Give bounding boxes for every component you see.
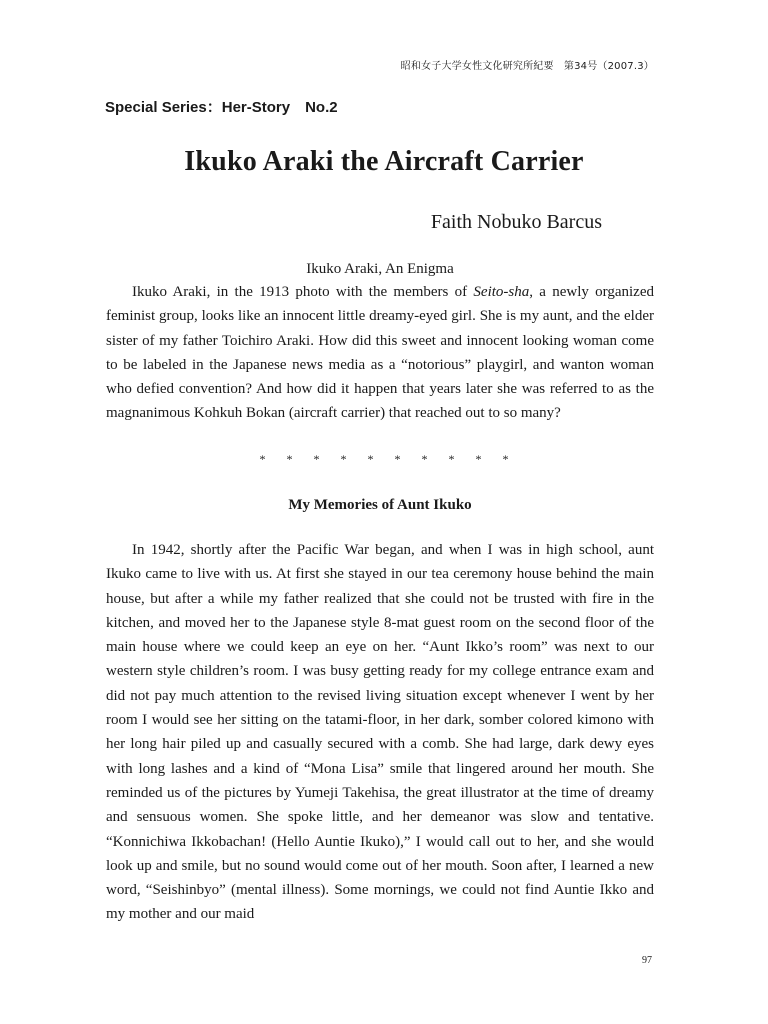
- article-title: Ikuko Araki the Aircraft Carrier: [184, 146, 584, 177]
- section-memories: [106, 497, 654, 927]
- page-number: 97: [642, 955, 652, 966]
- section-heading-memories: My Memories of Aunt Ikuko: [288, 497, 472, 513]
- paragraph-enigma-emphasis: Seito-sha: [473, 284, 530, 300]
- paragraph-memories: In 1942, shortly after the Pacific War began, and when I was in high school, aunt Ikuko came to live with us. At first she stayed in our tea ceremony house behind the main house, but after a while my father realized that she could not be trusted with fire in the kitchen, and moved her to the Japanese style 8-mat guest room on the second floor of the main house where we could keep an eye on her. “Aunt Ikko’s room” was next to our western style children’s room. I was busy getting ready for my college entrance exam and did not pay much attention to the revised living situation except whenever I went by her room I would see her sitting on the tatami-floor, in her dark, somber colored kimono with her long hair piled up and casually secured with a comb. She had large, dark dewy eyes with long lashes and a kind of “Mona Lisa” smile that lingered around her mouth. She reminded us of the pictures by Yumeji Takehisa, the great illustrator at the time of dreamy and sensuous women. She spoke little, and her demeanor was slow and tentative. “Konnichiwa Ikkobachan! (Hello Auntie Ikuko),” I would call out to her, and she would look up and smile, but no sound would come out of her mouth. Soon after, I learned a new word, “Seishinbyo” (mental illness). Some mornings, we could not find Auntie Ikko and my mother and our maid: [106, 542, 654, 923]
- asterisk-separator: * * * * * * * * * *: [259, 452, 509, 466]
- journal-header: 昭和女子大学女性文化研究所紀要 第34号（2007.3）: [400, 61, 654, 72]
- paragraph-enigma-part1: Ikuko Araki, in the 1913 photo with the members of: [132, 284, 474, 300]
- paragraph-enigma: [106, 280, 654, 426]
- series-label: Special Series：Her-Story No.2: [105, 99, 338, 116]
- paragraph-enigma-part2: , a newly organized feminist group, looks like an innocent little dreamy-eyed girl. She is my aunt, and the elder sister of my father Toichiro Araki. How did this sweet and innocent looking woman come to be labeled in the Japanese news media as a “notorious” playgirl, and wanton woman who defied convention? And how did it happen that years later she was referred to as the magnanimous Kohkuh Bokan (aircraft carrier) that reached out to so many?: [106, 284, 654, 422]
- section-heading-enigma: Ikuko Araki, An Enigma: [306, 261, 454, 277]
- section-enigma: [106, 261, 654, 426]
- author-name: Faith Nobuko Barcus: [430, 211, 602, 233]
